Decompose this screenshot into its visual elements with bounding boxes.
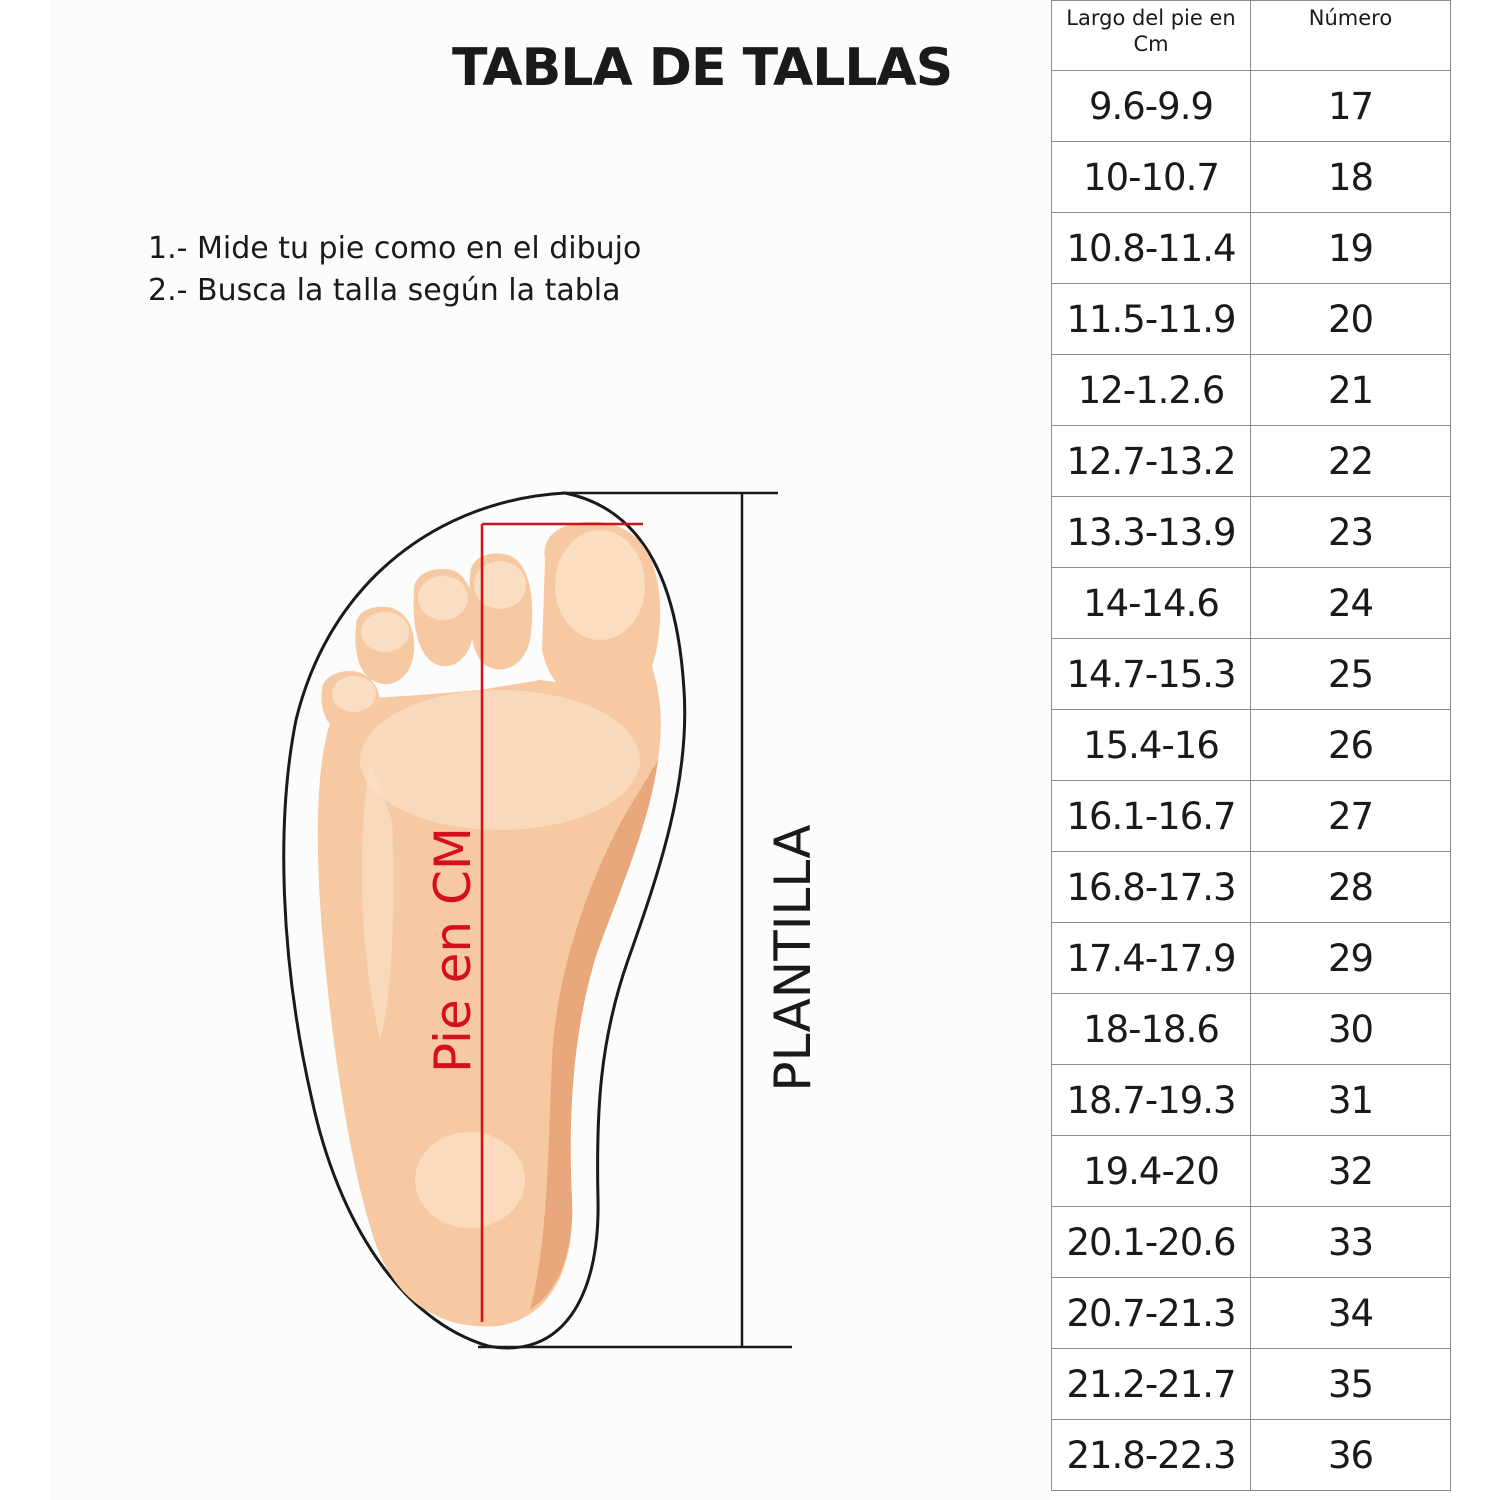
foot-length-cell: 15.4-16 — [1052, 710, 1251, 781]
size-number-cell: 34 — [1251, 1278, 1451, 1349]
table-row — [1052, 781, 1451, 852]
page-title: TABLA DE TALLAS — [452, 38, 953, 98]
table-row — [1052, 1207, 1451, 1278]
foot-length-cell: 18.7-19.3 — [1052, 1065, 1251, 1136]
size-number-cell: 17 — [1251, 71, 1451, 142]
foot-length-cell: 14.7-15.3 — [1052, 639, 1251, 710]
foot-length-label: Pie en CM — [424, 827, 482, 1073]
size-number-header: Número — [1251, 1, 1451, 71]
size-number-cell: 21 — [1251, 355, 1451, 426]
table-row — [1052, 710, 1451, 781]
size-number-cell: 35 — [1251, 1349, 1451, 1420]
big-toe-pad — [555, 530, 645, 640]
table-row — [1052, 142, 1451, 213]
table-row — [1052, 1065, 1451, 1136]
table-row — [1052, 497, 1451, 568]
size-number-cell: 22 — [1251, 426, 1451, 497]
foot-length-header: Largo del pie en Cm — [1052, 1, 1251, 71]
instruction-step-2: 2.- Busca la talla según la tabla — [148, 273, 621, 308]
size-table — [1051, 0, 1451, 1491]
foot-length-cell: 10-10.7 — [1052, 142, 1251, 213]
table-row — [1052, 1420, 1451, 1491]
size-number-cell: 20 — [1251, 284, 1451, 355]
foot-length-cell: 16.8-17.3 — [1052, 852, 1251, 923]
heel-highlight — [415, 1132, 525, 1228]
foot-length-cell: 11.5-11.9 — [1052, 284, 1251, 355]
size-number-cell: 30 — [1251, 994, 1451, 1065]
size-number-cell: 36 — [1251, 1420, 1451, 1491]
size-number-cell: 32 — [1251, 1136, 1451, 1207]
table-row — [1052, 568, 1451, 639]
table-row — [1052, 355, 1451, 426]
foot-length-cell: 9.6-9.9 — [1052, 71, 1251, 142]
table-row — [1052, 994, 1451, 1065]
table-row — [1052, 213, 1451, 284]
foot-length-cell: 19.4-20 — [1052, 1136, 1251, 1207]
size-table-header-row — [1052, 1, 1451, 71]
foot-length-cell: 20.7-21.3 — [1052, 1278, 1251, 1349]
size-number-cell: 23 — [1251, 497, 1451, 568]
foot-length-cell: 12-1.2.6 — [1052, 355, 1251, 426]
table-row — [1052, 284, 1451, 355]
foot-length-cell: 10.8-11.4 — [1052, 213, 1251, 284]
table-row — [1052, 639, 1451, 710]
little-toe-pad — [332, 676, 376, 712]
size-table-body — [1052, 71, 1451, 1491]
foot-length-cell: 16.1-16.7 — [1052, 781, 1251, 852]
fourth-toe-pad — [361, 612, 409, 652]
instruction-step-1: 1.- Mide tu pie como en el dibujo — [148, 231, 642, 266]
foot-length-cell: 18-18.6 — [1052, 994, 1251, 1065]
insole-label: PLANTILLA — [764, 824, 822, 1092]
foot-length-cell: 13.3-13.9 — [1052, 497, 1251, 568]
size-number-cell: 33 — [1251, 1207, 1451, 1278]
size-number-cell: 29 — [1251, 923, 1451, 994]
table-row — [1052, 1136, 1451, 1207]
foot-length-cell: 14-14.6 — [1052, 568, 1251, 639]
foot-length-cell: 12.7-13.2 — [1052, 426, 1251, 497]
foot-length-cell: 20.1-20.6 — [1052, 1207, 1251, 1278]
size-number-cell: 18 — [1251, 142, 1451, 213]
size-number-cell: 24 — [1251, 568, 1451, 639]
size-number-cell: 27 — [1251, 781, 1451, 852]
ball-highlight — [360, 690, 640, 830]
foot-length-cell: 21.8-22.3 — [1052, 1420, 1251, 1491]
table-row — [1052, 71, 1451, 142]
size-number-cell: 28 — [1251, 852, 1451, 923]
size-number-cell: 31 — [1251, 1065, 1451, 1136]
size-number-cell: 26 — [1251, 710, 1451, 781]
table-row — [1052, 852, 1451, 923]
table-row — [1052, 923, 1451, 994]
third-toe-pad — [418, 576, 468, 620]
foot-length-cell: 17.4-17.9 — [1052, 923, 1251, 994]
table-row — [1052, 1278, 1451, 1349]
table-row — [1052, 1349, 1451, 1420]
size-number-cell: 25 — [1251, 639, 1451, 710]
foot-length-cell: 21.2-21.7 — [1052, 1349, 1251, 1420]
table-row — [1052, 426, 1451, 497]
size-number-cell: 19 — [1251, 213, 1451, 284]
